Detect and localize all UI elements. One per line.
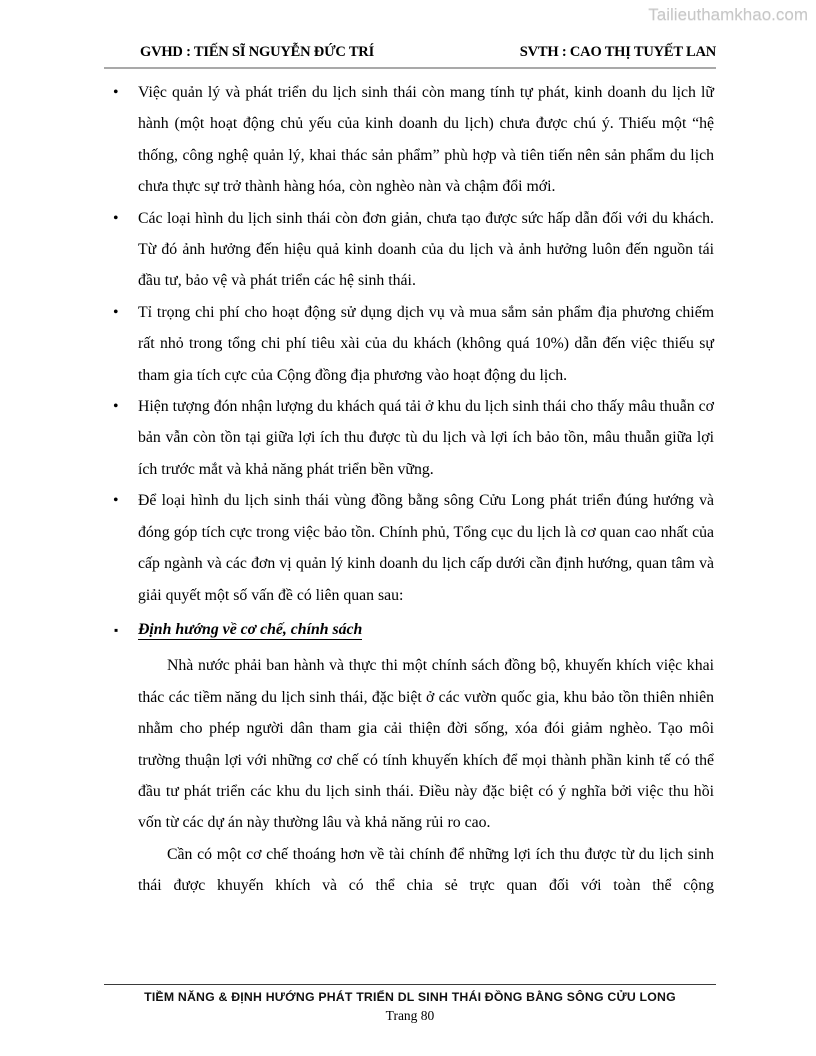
list-item (104, 77, 714, 203)
bullet-icon: • (113, 398, 119, 416)
list-item-text: Để loại hình du lịch sinh thái vùng đồng bằng sông Cửu Long phát triển đúng hướng và đóng góp tích cực trong việc bảo tồn. Chính phủ, Tổng cục du lịch là cơ quan cao nhất của cấp ngành và các đơn vị quản lý kinh doanh du lịch cấp dưới cần định hướng, quan tâm và giải quyết một số vấn đề có liên quan sau: (138, 492, 714, 604)
bullet-icon: • (113, 84, 119, 101)
page-header (104, 44, 716, 61)
watermark: Tailieuthamkhao.com (648, 5, 808, 24)
square-bullet-icon: ▪ (114, 622, 119, 637)
list-item-text: Tỉ trọng chi phí cho hoạt động sử dụng dịch vụ và mua sắm sản phẩm địa phương chiếm rất nhỏ trong tổng chi phí tiêu xài của du khách (không quá 10%) dẫn đến việc thiếu sự tham gia tích cực của Cộng đồng địa phương vào hoạt động du lịch. (138, 303, 714, 384)
list-item (104, 391, 714, 485)
section-heading-item (104, 614, 714, 645)
list-item-text: Hiện tượng đón nhận lượng du khách quá tải ở khu du lịch sinh thái cho thấy mâu thuẫn cơ bản vẫn còn tồn tại giữa lợi ích thu được tù du lịch và lợi ích bảo tồn, mâu thuẫn giữa lợi ích trước mắt và khả năng phát triển bền vững. (138, 398, 714, 478)
footer-divider (104, 984, 716, 985)
list-item (104, 297, 714, 391)
footer-title: TIỀM NĂNG & ĐỊNH HƯỚNG PHÁT TRIỂN DL SINH THÁI ĐỒNG BẰNG SÔNG CỬU LONG (144, 990, 676, 1004)
bullet-list (104, 77, 714, 645)
list-item (104, 203, 714, 297)
list-item-text: Việc quản lý và phát triển du lịch sinh thái còn mang tính tự phát, kinh doanh du lịch lữ hành (một hoạt động chủ yếu của kinh doanh du lịch) chưa được chú ý. Thiếu một “hệ thống, công nghệ quản lý, khai thác sản phẩm” phù hợp và tiên tiến nên sản phẩm du lịch chưa thực sự trở thành hàng hóa, còn nghèo nàn và chậm đổi mới. (138, 84, 714, 196)
bullet-icon: • (113, 492, 119, 510)
paragraph: Cần có một cơ chế thoáng hơn về tài chính để những lợi ích thu được từ du lịch sinh thái được khuyến khích và có thể chia sẻ trực quan đối với toàn thể cộng (138, 845, 714, 895)
header-divider (104, 67, 716, 69)
bullet-icon: • (113, 209, 119, 227)
page-number: Trang 80 (385, 1008, 435, 1023)
page-content (104, 77, 714, 902)
list-item-text: Các loại hình du lịch sinh thái còn đơn giản, chưa tạo được sức hấp dẫn đối với du khách. Từ đó ảnh hưởng đến hiệu quả kinh doanh của du lịch và ảnh hưởng luôn đến nguồn tái đầu tư, bảo vệ và phát triển các hệ sinh thái. (138, 209, 714, 290)
section-heading: Định hướng về cơ chế, chính sách (138, 620, 363, 638)
header-student-label: SVTH : CAO THỊ TUYẾT LAN (519, 44, 716, 60)
paragraph: Nhà nước phải ban hành và thực thi một chính sách đồng bộ, khuyến khích việc khai thác các tiềm năng du lịch sinh thái, đặc biệt ở các vườn quốc gia, khu bảo tồn thiên nhiên nhằm cho phép người dân tham gia cải thiện đời sống, xóa đói giảm nghèo. Tạo môi trường thuận lợi với những cơ chế có tính khuyến khích để mọi thành phần kinh tế có thể đầu tư phát triển các khu du lịch sinh thái. Điều này đặc biệt có ý nghĩa bởi việc thu hồi vốn từ các dự án này thường lâu và khả năng rủi ro cao. (138, 657, 714, 832)
bullet-icon: • (113, 303, 119, 321)
list-item (104, 485, 714, 611)
header-advisor-label: GVHD : TIẾN SĨ NGUYỄN ĐỨC TRÍ (140, 44, 375, 60)
